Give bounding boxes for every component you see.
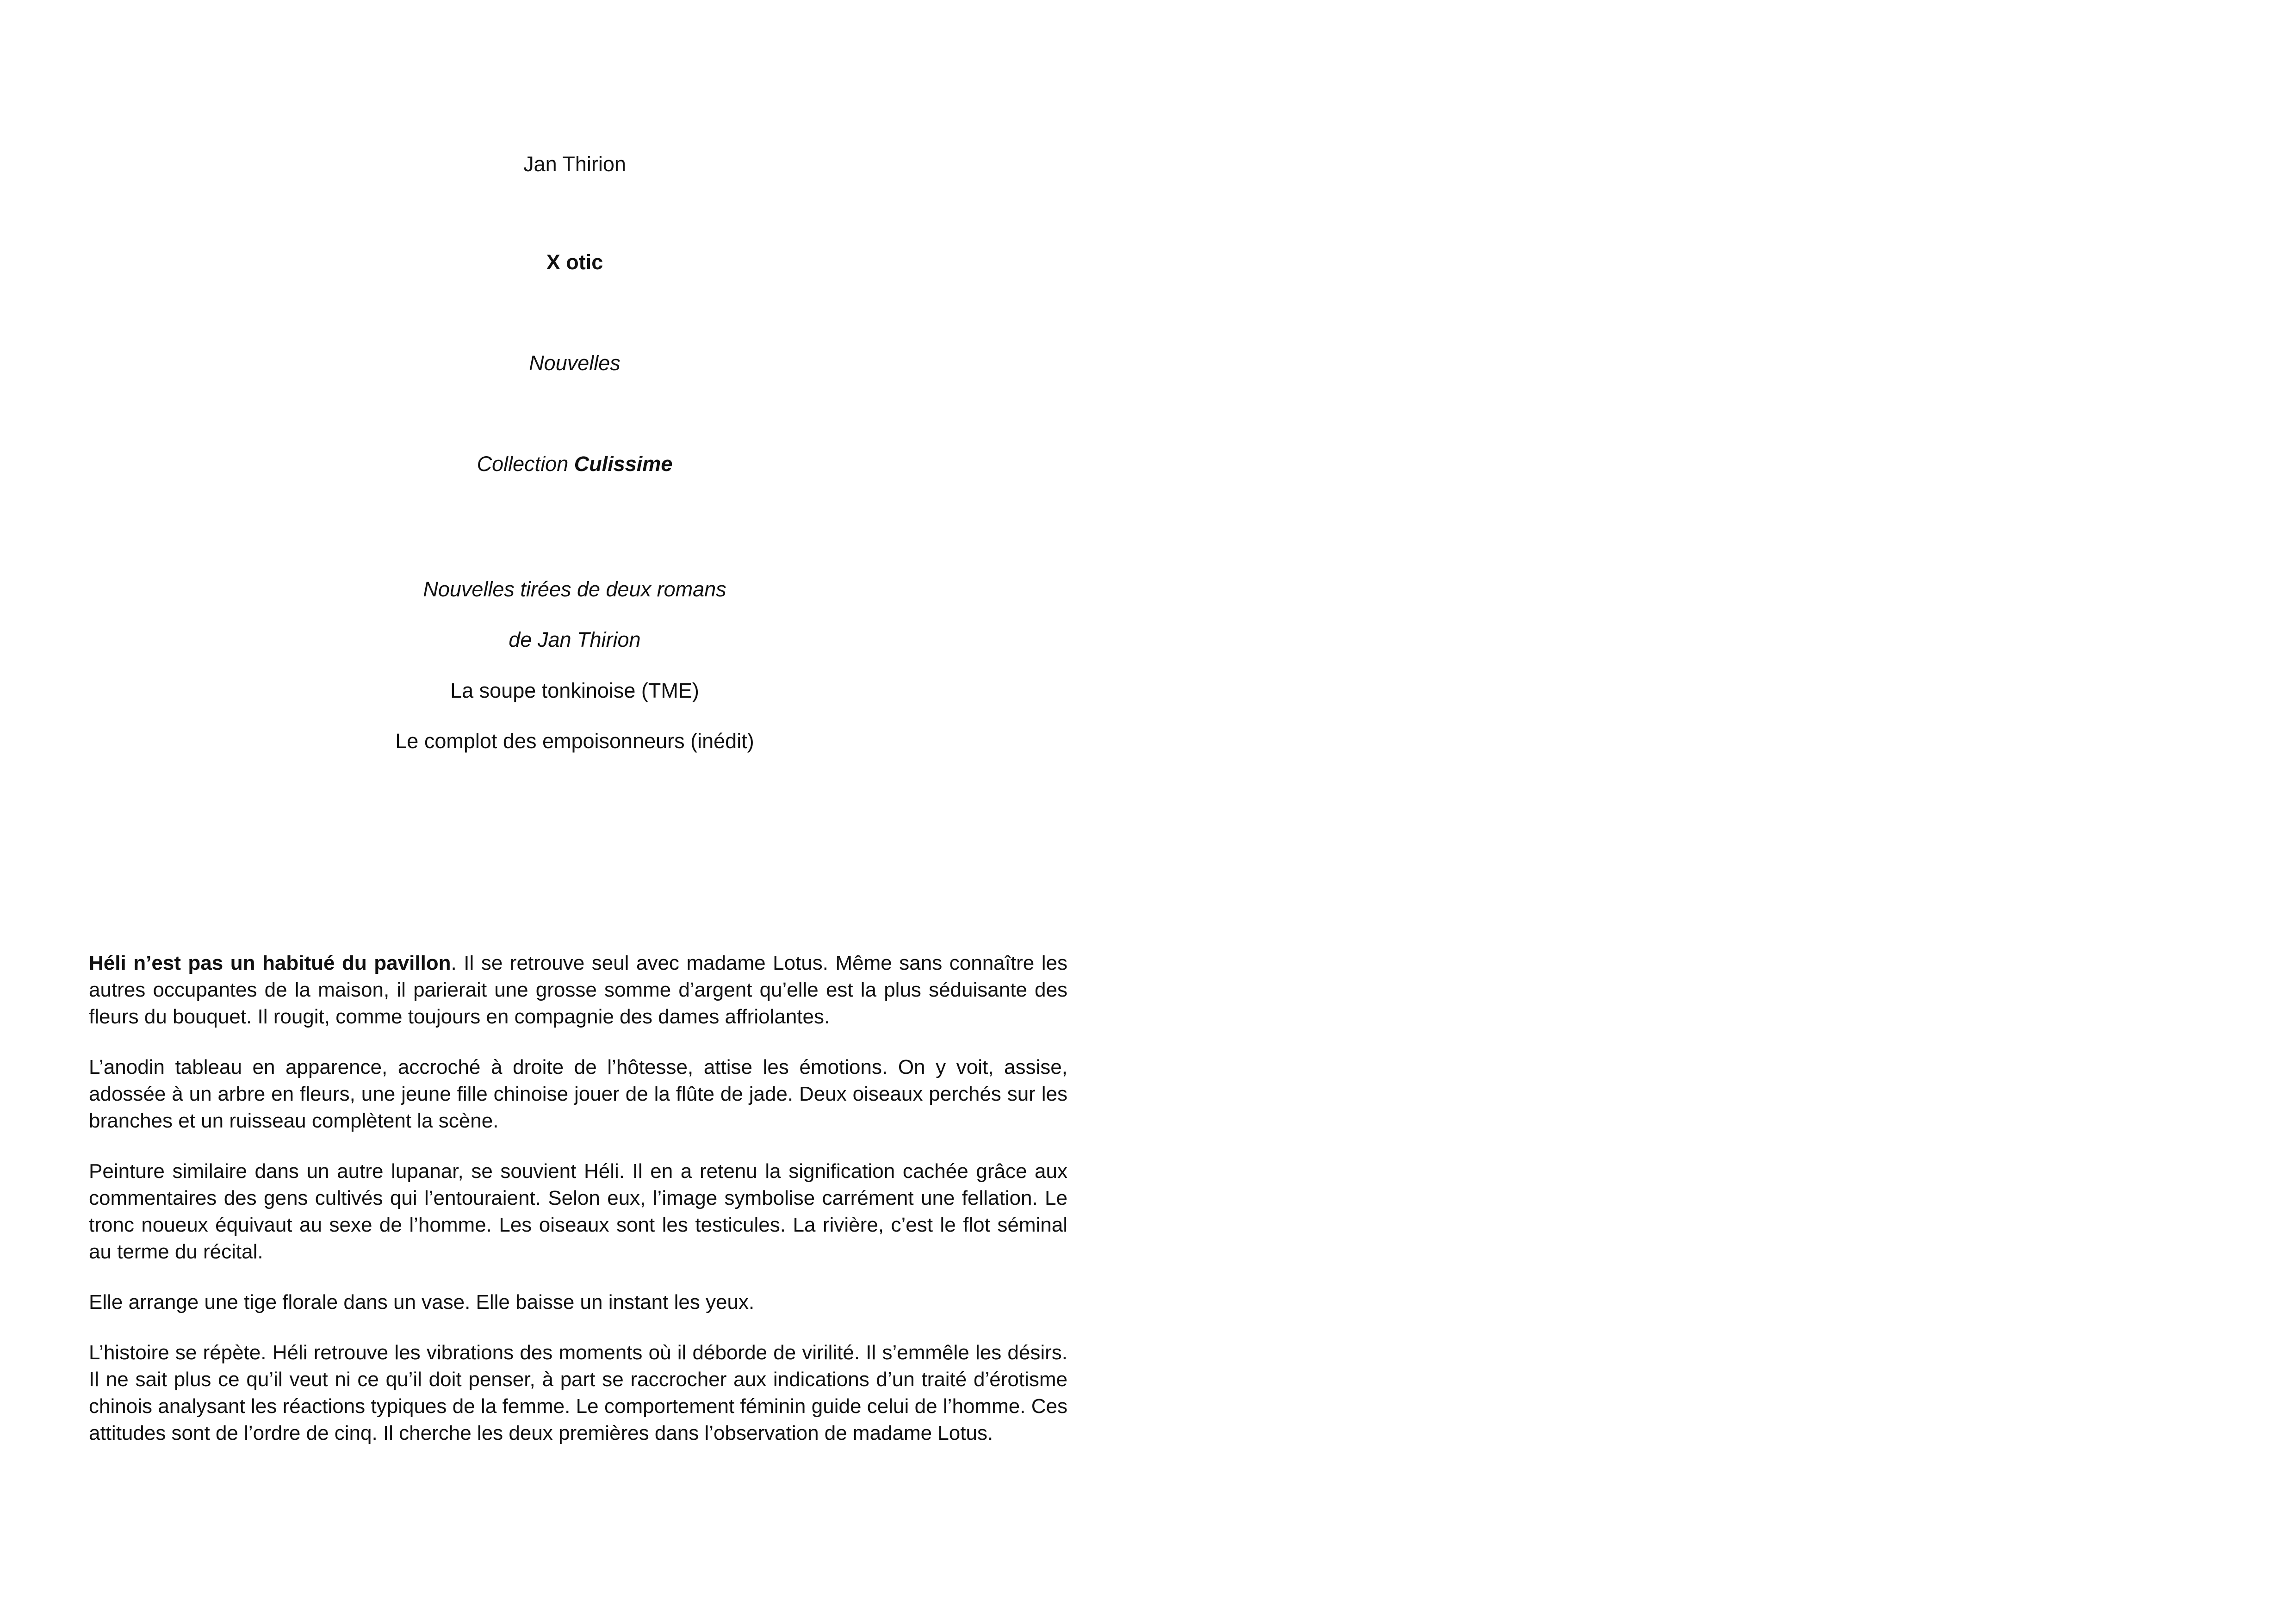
paragraph-rest: . Il se retrouve seul avec madame Lotus. Même sans connaître les autres occupantes de la maison, il parierait une grosse somme d’argent qu’elle est la plus séduisante des fleurs du bouquet. Il rougit, comme toujours en compagnie des dames affriolantes. — [89, 952, 1067, 1028]
source-line-1: Nouvelles tirées de deux romans — [423, 577, 726, 601]
source-line-2: de Jan Thirion — [509, 628, 641, 651]
paragraph-lead: Héli n’est pas un habitué du pavillon — [89, 952, 451, 974]
paragraph: Elle arrange une tige florale dans un vase. Elle baisse un instant les yeux. — [89, 1291, 755, 1313]
novel-title-1: La soupe tonkinoise (TME) — [450, 679, 699, 702]
collection-line — [89, 451, 1061, 477]
left-body-text — [89, 950, 1067, 1470]
book-title: X otic — [546, 250, 603, 274]
paragraph: Peinture similaire dans un autre lupanar, se souvient Héli. Il en a retenu la signification cachée grâce aux commentaires des gens cultivés qui l’entouraient. Selon eux, l’image symbolise carrément une fellation. Le tronc noueux équivaut au sexe de l’homme. Les oiseaux sont les testicules. La rivière, c’est le flot séminal au terme du récital. — [89, 1160, 1067, 1263]
paragraph — [89, 950, 1067, 1030]
right-page — [1148, 0, 2296, 1623]
novel-title-2: Le complot des empoisonneurs (inédit) — [395, 729, 754, 753]
author-name: Jan Thirion — [523, 152, 626, 176]
collection-prefix: Collection — [477, 452, 569, 476]
paragraph: L’anodin tableau en apparence, accroché à droite de l’hôtesse, attise les émotions. On y voit, assise, adossée à un arbre en fleurs, une jeune fille chinoise jouer de la flûte de jade. Deux oiseaux perchés sur les branches et un ruisseau complètent la scène. — [89, 1056, 1067, 1132]
paragraph: L’histoire se répète. Héli retrouve les vibrations des moments où il déborde de virilité. Il s’emmêle les désirs. Il ne sait plus ce qu’il veut ni ce qu’il doit penser, à part se raccrocher aux indications d’un traité d’érotisme chinois analysant les réactions typiques de la femme. Le comportement féminin guide celui de l’homme. Ces attitudes sont de l’ordre de cinq. Il cherche les deux premières dans l’observation de madame Lotus. — [89, 1341, 1067, 1444]
collection-name: Culissime — [574, 452, 673, 476]
genre-label: Nouvelles — [529, 351, 621, 375]
